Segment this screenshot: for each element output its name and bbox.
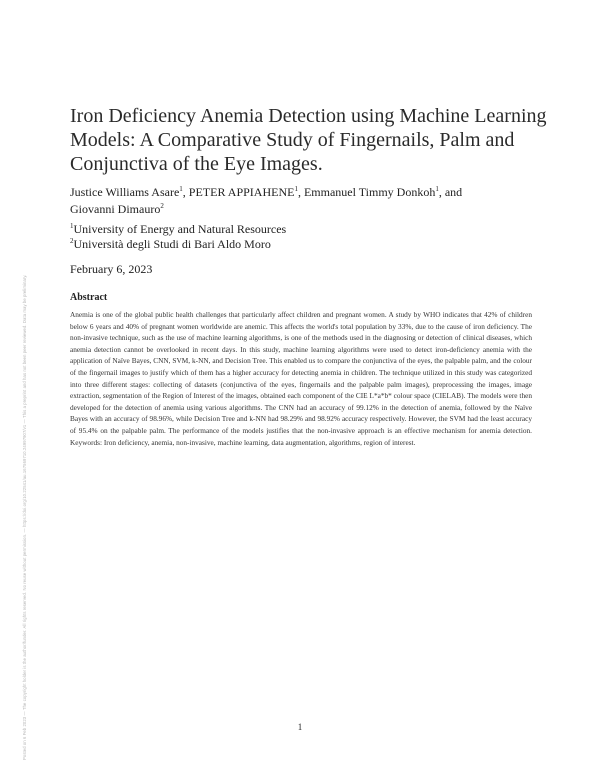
affiliation-mark: 1 [70,222,74,230]
publication-date: February 6, 2023 [70,262,153,276]
abstract-text: Anemia is one of the global public health challenges that particularly affect children and pregnant women. A study by WHO indicates that 42% of children below 6 years and 40% of pregnant women worldwide are anemic. This affects the world's total population by 33%, due to the cause of iron deficiency. The non-invasive technique, such as the use of machine learning algorithms, is one of the methods used in the diagnosing or detection of clinical diseases, which anemia detection cannot be overlooked in recent days. In this study, machine learning algorithms were used to detect iron-deficiency anemia with the application of Naïve Bayes, CNN, SVM, k-NN, and Decision Tree. This enabled us to compare the conjunctiva of the eyes, the palpable palm, and the colour of the fingernail images to justify which of them has a higher accuracy for detecting anemia in children. The technique utilized in this study was categorized into three different stages: collecting of datasets (conjunctiva of the eyes, fingernails and the palpable palm images), preprocessing the images, image extraction, segmentation of the Region of Interest of the images, obtained each component of the CIE L*a*b* colour space (CIELAB). The models were then developed for the detection of anemia using various algorithms. The CNN had an accuracy of 99.12% in the detection of anemia, followed by the Naïve Bayes with an accuracy of 98.96%, while Decision Tree and k-NN had 98.29% and 98.92% accuracy respectively. However, the SVM had the least accuracy of 95.4% on the palpable palm. The performance of the models justifies that the non-invasive approach is an effective mechanism for anemia detection. Keywords: Iron deficiency, anemia, non-invasive, machine learning, data augmentation, algorithms, region of interest. [70,310,532,447]
author-name: Giovanni Dimauro [70,202,161,216]
author-name: Justice Williams Asare [70,185,180,199]
affiliation-mark: 1 [435,185,439,193]
author-separator: , [182,185,189,199]
affiliation-mark: 1 [179,185,183,193]
affiliation-name: University of Energy and Natural Resources [73,222,287,236]
preprint-side-stamp: Posted on 6 Feb 2023 — The copyright holder is the author/funder. All rights reserved. No reuse without permission. — https://doi.org/10.22541/au.167569710.24997907/v1 — This a preprint and has not been peer reviewed. Data may be preliminary. [22,274,27,760]
author-name: Emmanuel Timmy Donkoh [303,185,436,199]
page-number: 1 [297,722,303,732]
affiliation-item [70,222,550,237]
abstract-heading: Abstract [70,292,108,303]
author-separator: , and [438,185,463,199]
paper-title: Iron Deficiency Anemia Detection using Machine Learning Models: A Comparative Study of Fingernails, Palm and Conjunctiva of the Eye Images. [70,105,547,175]
affiliation-list [70,222,550,252]
author-list [70,184,550,218]
author-name: PETER APPIAHENE [188,185,295,199]
affiliation-mark: 2 [160,202,164,210]
affiliation-mark: 1 [294,185,298,193]
affiliation-item [70,237,550,252]
author-separator: , [297,185,304,199]
affiliation-name: Università degli Studi di Bari Aldo Moro [73,237,271,251]
affiliation-mark: 2 [70,237,74,245]
